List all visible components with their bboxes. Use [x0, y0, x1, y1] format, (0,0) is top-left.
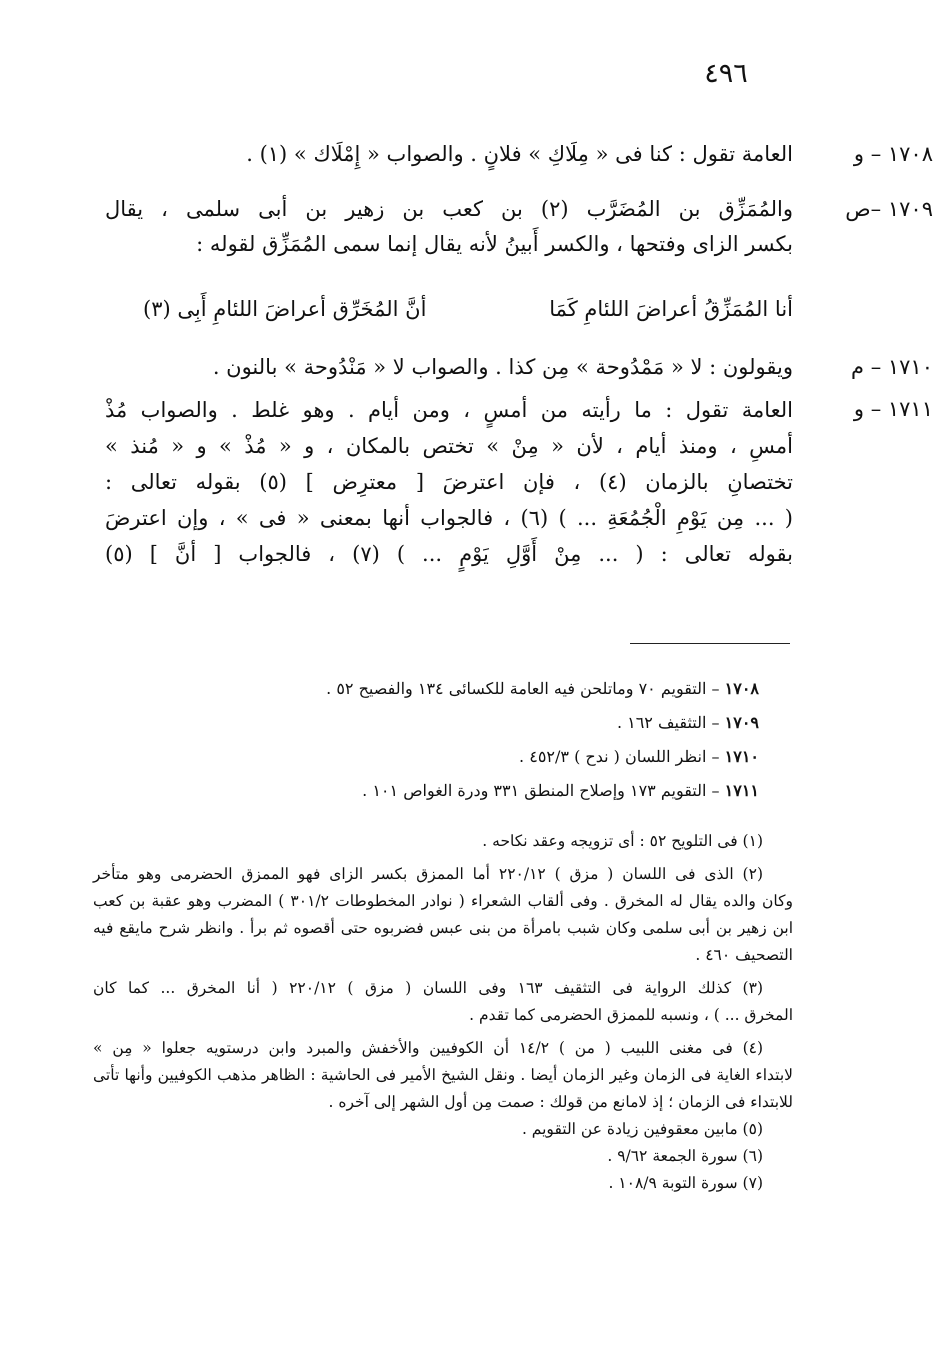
footnote-line: (٧) سورة التوبة ١٠٨/٩ .: [608, 1174, 763, 1192]
reference-number: ١٧٠٨: [724, 679, 759, 698]
entry-line: والمُمَزِّق بن المُضَرَّب (٢) بن كعب بن زهير بن أبى سلمى ، يقال: [105, 197, 793, 221]
entry-text: [105, 392, 793, 572]
entry-line: أمسِ ، ومنذ أيام ، لأن « مِنْ » تختص بالمكان ، و « مُذْ » و « مُنذ »: [105, 434, 793, 458]
reference-item: [199, 740, 759, 774]
page-number: ٤٩٦: [704, 58, 748, 89]
reference-text: – التقويم ٧٠ وماتلحن فيه العامة للكسائى ١٣٤ والفصيح ٥٢ .: [326, 679, 720, 698]
footnote-separator: [630, 643, 790, 644]
references-list: [199, 672, 759, 808]
entry-number: ١٧٠٨ – و: [853, 142, 933, 166]
reference-text: – التقويم ١٧٣ وإصلاح المنطق ٣٣١ ودرة الغواص ١٠١ .: [362, 781, 720, 800]
verse-second-hemistich: أنَّ المُخَرِّق أعراضَ اللئامِ أَبِى (٣): [143, 297, 427, 321]
entry-line: العامة تقول : كنا فى « مِلَاكِ » فلانٍ . والصواب « إِمْلَاك » (١) .: [246, 142, 793, 166]
entry-line: بقوله تعالى : ( ... مِنْ أَوَّلِ يَوْمٍ ... ) (٧) ، فالجواب [ أنَّ ] (٥): [105, 542, 793, 566]
reference-item: [199, 774, 759, 808]
entry-line: ( ... مِن يَوْمِ الْجُمُعَةِ ... ) (٦) ، فالجواب أنها بمعنى « فى » ، وإن اعترضَ: [105, 506, 793, 530]
footnote-line: لابتداء الغاية فى الزمان وغير الزمان أيضا . ونقل الشيخ الأمير فى الحاشية : الظاهر مذهب الكوفيين وأنها تأتى: [93, 1066, 793, 1084]
footnotes: [93, 828, 793, 1197]
footnote-line: التصحيف ٤٦٠ .: [695, 946, 793, 964]
entry-number: ١٧٠٩ –ص: [845, 197, 933, 221]
reference-text: – التثقيف ١٦٢ .: [616, 713, 720, 732]
verse-first-hemistich: أنا المُمَزِّقُ أعراضَ اللئامِ كَمَا: [549, 297, 793, 321]
entry-number: ١٧١٠ – م: [851, 355, 933, 379]
footnote-line: (٢) الذى فى اللسان ( مزق ) ٢٢٠/١٢ أما الممزق بكسر الزاى فهو الممزق الحضرمى وهو متأخر: [93, 865, 763, 883]
entry-line: ويقولون : لا « مَمْدُوحة » مِن كذا . والصواب لا « مَنْدُوحة » بالنون .: [212, 355, 793, 379]
footnote-line: (١) فى التلويح ٥٢ : أى تزويجه وعقد نكاحه .: [482, 832, 763, 850]
footnote-line: (٦) سورة الجمعة ٩/٦٢ .: [607, 1147, 763, 1165]
footnote-line: (٤) فى مغنى اللبيب ( من ) ١٤/٢ أن الكوفيين والأخفش والمبرد وابن درستويه جعلوا « مِن »: [93, 1039, 764, 1057]
footnote-line: المخرق ... ) ، ونسبه للممزق الحضرمى كما تقدم .: [469, 1006, 793, 1024]
entry-line: بكسر الزاى وفتحها ، والكسر أَبينُ لأنه يقال إنما سمى المُمَزِّق لقوله :: [196, 232, 793, 256]
entry-line: تختصانِ بالزمان (٤) ، فإن اعترضَ [ معترِض ] (٥) بقوله تعالى :: [105, 470, 794, 494]
footnote-line: وكان والده يقال له المخرق . وفى ألقاب الشعراء ( نوادر المخطوطات ٣٠١/٢ ) المضرب وهو عقبة بن كعب: [93, 892, 793, 910]
reference-number: ١٧١٠: [724, 747, 759, 766]
reference-number: ١٧١١: [724, 781, 759, 800]
entry-number: ١٧١١ – و: [853, 397, 933, 421]
reference-item: [199, 706, 759, 740]
reference-number: ١٧٠٩: [724, 713, 759, 732]
footnote-line: للابتداء فى الزمان ؛ إذ لامانع من قولك : صمت مِن أول الشهر إلى آخره .: [328, 1093, 793, 1111]
entry-text: [105, 192, 793, 262]
footnote-line: (٥) مابين معقوفين زيادة عن التقويم .: [521, 1120, 763, 1138]
reference-item: [199, 672, 759, 706]
entry-line: العامة تقول : ما رأيته من أمسٍ ، ومن أيام . وهو غلط . والصواب مُذْ: [105, 398, 793, 422]
footnote-line: ابن زهير بن أبى سلمى وكان شبب بامرأة من بنى عبس فضربوه حتى أقصوه ثم برأ . وانظر شرح مايقع فيه: [93, 919, 793, 937]
entry-text: [105, 137, 793, 172]
entry-text: [105, 350, 793, 385]
reference-text: – انظر اللسان ( ندح ) ٤٥٢/٣ .: [519, 747, 720, 766]
footnote-line: (٣) كذلك الرواية فى التثقيف ١٦٣ وفى اللسان ( مزق ) ٢٢٠/١٢ ( أنا المخرق ... كما كان: [93, 979, 763, 997]
